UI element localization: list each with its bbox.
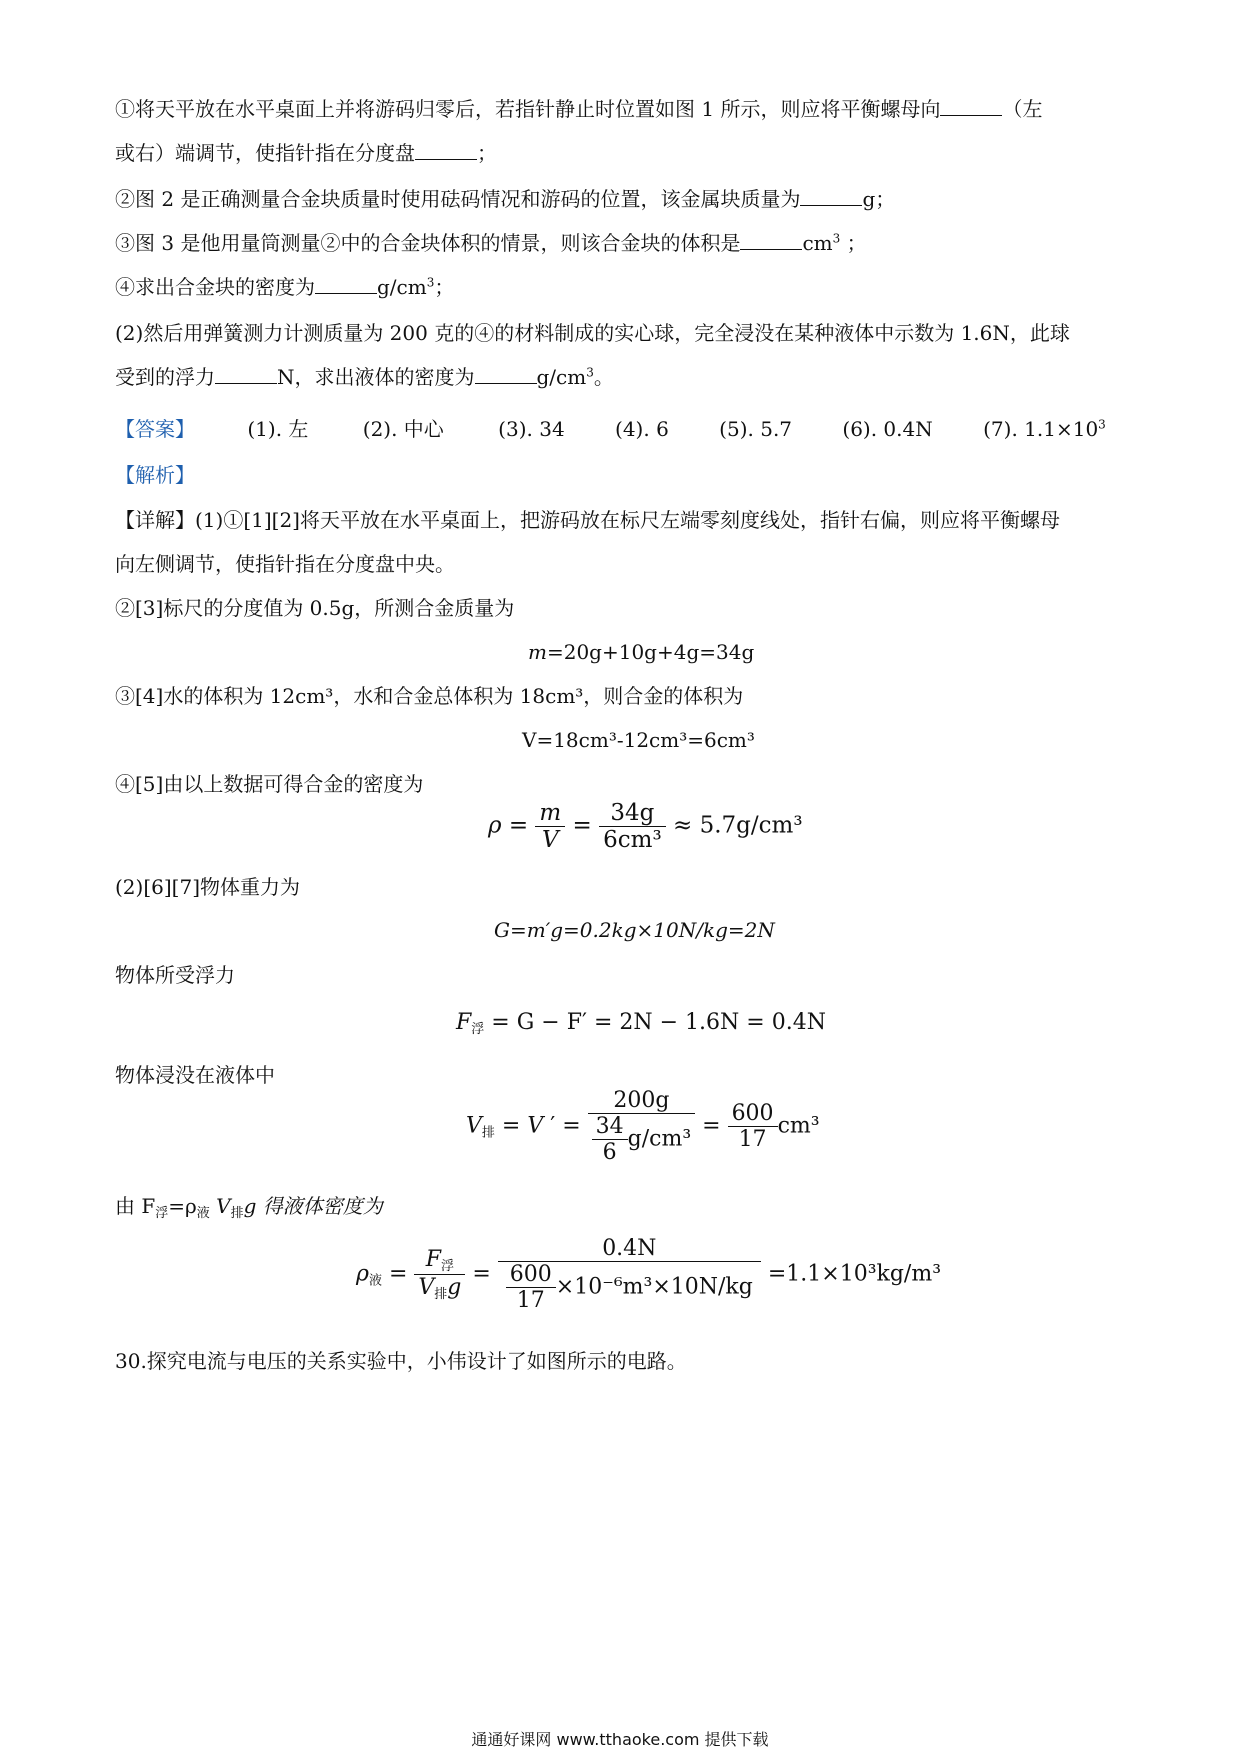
frac-num: 600	[509, 1262, 552, 1287]
frac-den: V	[535, 826, 565, 853]
answer-blank-5	[315, 275, 377, 294]
answer-blank-1	[940, 97, 1002, 116]
res-unit: cm³	[777, 1113, 820, 1139]
answer-blank-4	[740, 231, 802, 250]
step5-line	[115, 874, 300, 900]
equation-buoyancy: $F_浮 = G - F' = 2N - 1.6N = 0.4N$	[456, 1010, 826, 1037]
eq-g-text: G=m′g=0.2kg×10N/kg=2N	[494, 918, 775, 942]
detail-text-1: 【详解】(1)①[1][2]将天平放在水平桌面上，把游码放在标尺左端零刻度线处，指针右偏，则应将平衡螺母	[115, 508, 1060, 532]
question-1c: ③图 3 是他用量筒测量②中的合金块体积的情景，则该合金块的体积是 $cm^3$ ；	[115, 231, 867, 255]
frac-den	[498, 1261, 761, 1313]
answer-blank-2	[415, 141, 477, 160]
frac-num: 34	[595, 1114, 624, 1139]
answer-exponent: 3	[1098, 417, 1106, 432]
answer-blank-3	[800, 187, 862, 206]
eq-f-text: = G − F′ = 2N − 1.6N = 0.4N	[491, 1010, 826, 1035]
analysis-tag-line	[115, 462, 195, 488]
q2-line2-end: 。	[593, 365, 614, 389]
answer-item: (4). 6	[615, 417, 669, 441]
q1a-tail: （左	[1002, 97, 1043, 121]
unit: g/cm³	[627, 1126, 692, 1152]
step6-line	[115, 962, 235, 988]
frac-den	[588, 1113, 696, 1165]
fraction-600-17-small	[506, 1262, 556, 1313]
den-rest: ×10⁻⁶m³×10N/kg	[555, 1274, 753, 1300]
eq-m-text: =20g+10g+4g=34g	[546, 640, 755, 664]
answer-item: (6). 0.4N	[842, 417, 933, 441]
frac-num: m	[539, 800, 562, 826]
equation-density	[488, 800, 803, 853]
q1d-text: ④求出合金块的密度为	[115, 275, 315, 299]
q1c-tail: cm	[802, 231, 833, 255]
detail-line2	[115, 551, 455, 577]
q1d-end: ；	[434, 275, 455, 299]
step8-a: 由 F	[115, 1194, 156, 1218]
step4-line	[115, 771, 423, 797]
fraction-f-vg: $\frac{F_浮}{V_排g}$	[414, 1247, 465, 1302]
answer-tag: 【答案】	[115, 417, 195, 441]
question-1b	[115, 186, 895, 212]
q1c-end: ；	[840, 231, 867, 255]
frac-num: 200g	[613, 1088, 670, 1113]
step2-text: ②[3]标尺的分度值为 0.5g，所测合金质量为	[115, 596, 515, 620]
answer-blank-6	[215, 365, 277, 384]
fraction-34-6-small	[592, 1114, 628, 1165]
q2-line2-tail: g/cm	[536, 365, 587, 389]
q1b-text: ②图 2 是正确测量合金块质量时使用砝码情况和游码的位置，该金属块质量为	[115, 187, 801, 211]
liquid-density-result: =1.1×10³kg/m³	[767, 1261, 942, 1287]
step8-d: g 得液体密度为	[243, 1194, 383, 1218]
analysis-tag: 【解析】	[115, 463, 195, 487]
step3-line	[115, 683, 743, 709]
equation-vpai: $V_排 = V$ ′ = 200g $\frac{34}{6}$ g/cm³ = $\frac{600}{17}$ cm³	[466, 1088, 820, 1165]
fraction-34-6	[599, 800, 666, 853]
q2-line1-text: (2)然后用弹簧测力计测质量为 200 克的④的材料制成的实心球，完全浸没在某种液体中示数为 1.6N，此球	[115, 321, 1070, 345]
q2-line2-head: 受到的浮力	[115, 365, 215, 389]
q1b-tail: g；	[862, 187, 896, 211]
q1d-tail: g/cm	[377, 275, 427, 299]
frac-num: 600	[731, 1101, 774, 1126]
eq-sign: =	[572, 812, 592, 839]
equation-mass: m=20g+10g+4g=34g	[528, 640, 755, 664]
q2-line2-mid: N，求出液体的密度为	[277, 365, 475, 389]
answer-item: (2). 中心	[362, 417, 444, 441]
step6-text: 物体所受浮力	[115, 963, 235, 987]
step2-line	[115, 595, 514, 621]
detail-text-2: 向左侧调节，使指针指在分度盘中央。	[115, 552, 455, 576]
frac-den: 6	[592, 1139, 628, 1165]
step4-text: ④[5]由以上数据可得合金的密度为	[115, 772, 424, 796]
q1a-line2-text: 或右）端调节，使指针指在分度盘	[115, 141, 415, 165]
answer-line	[115, 416, 1106, 442]
rho-result: ≈ 5.7g/cm³	[673, 812, 803, 839]
fraction-m-v	[535, 800, 565, 853]
equation-gravity	[494, 918, 775, 942]
step5-text: (2)[6][7]物体重力为	[115, 875, 300, 899]
answer-item: (3). 34	[498, 417, 565, 441]
fraction-600-17	[728, 1101, 778, 1152]
step8-c: V	[209, 1194, 231, 1218]
next-question-text: 30.探究电流与电压的关系实验中，小伟设计了如图所示的电路。	[115, 1349, 687, 1373]
fraction-vpai	[588, 1088, 696, 1165]
answer-item: (7). 1.1×10	[983, 417, 1099, 441]
frac-num: 0.4N	[602, 1236, 657, 1261]
step3-text: ③[4]水的体积为 12cm³，水和合金总体积为 18cm³，则合金的体积为	[115, 684, 744, 708]
answer-item: (5). 5.7	[719, 417, 793, 441]
frac-den: 6cm³	[599, 826, 666, 853]
page-footer	[0, 1727, 1240, 1750]
equation-volume	[522, 728, 755, 752]
q1c-text: ③图 3 是他用量筒测量②中的合金块体积的情景，则该合金块的体积是	[115, 231, 741, 255]
detail-line1	[115, 507, 1060, 533]
q1a-line2-tail: ；	[477, 141, 497, 165]
frac-den: 17	[506, 1287, 556, 1313]
step7-text: 物体浸没在液体中	[115, 1063, 275, 1087]
frac-num: 34g	[610, 800, 655, 826]
footer-text: 通通好课网 www.tthaoke.com 提供下载	[471, 1730, 769, 1749]
fraction-big	[498, 1236, 761, 1313]
step8-line: 由 $F_浮=\rho_液$ $V_排g$ 得液体密度为	[115, 1194, 383, 1221]
answer-blank-7	[475, 365, 537, 384]
question-2-line1	[115, 320, 1070, 346]
q1a-text: ①将天平放在水平桌面上并将游码归零后，若指针静止时位置如图 1 所示，则应将平衡螺母向	[115, 97, 941, 121]
question-1d: ④求出合金块的密度为 $g/cm^3$；	[115, 275, 455, 299]
question-1a-line1	[115, 96, 1042, 122]
question-2-line2: 受到的浮力 N，求出液体的密度为 $g/cm^3$。	[115, 365, 614, 389]
eq-v-text: V=18cm³-12cm³=6cm³	[522, 728, 755, 752]
rho-lhs: ρ =	[488, 812, 529, 839]
next-question	[115, 1348, 687, 1374]
equation-liquid-density: $\rho_液$ = $\frac{F_浮}{V_排g}$ = 0.4N $\frac{600}{17}$ ×10⁻⁶m³×10N/kg =1.1×10³kg/m³	[356, 1236, 942, 1313]
step8-b: =ρ	[168, 1194, 197, 1218]
answer-item: (1). 左	[247, 417, 309, 441]
step7-line	[115, 1062, 275, 1088]
frac-den: 17	[728, 1126, 778, 1152]
question-1a-line2	[115, 140, 497, 166]
